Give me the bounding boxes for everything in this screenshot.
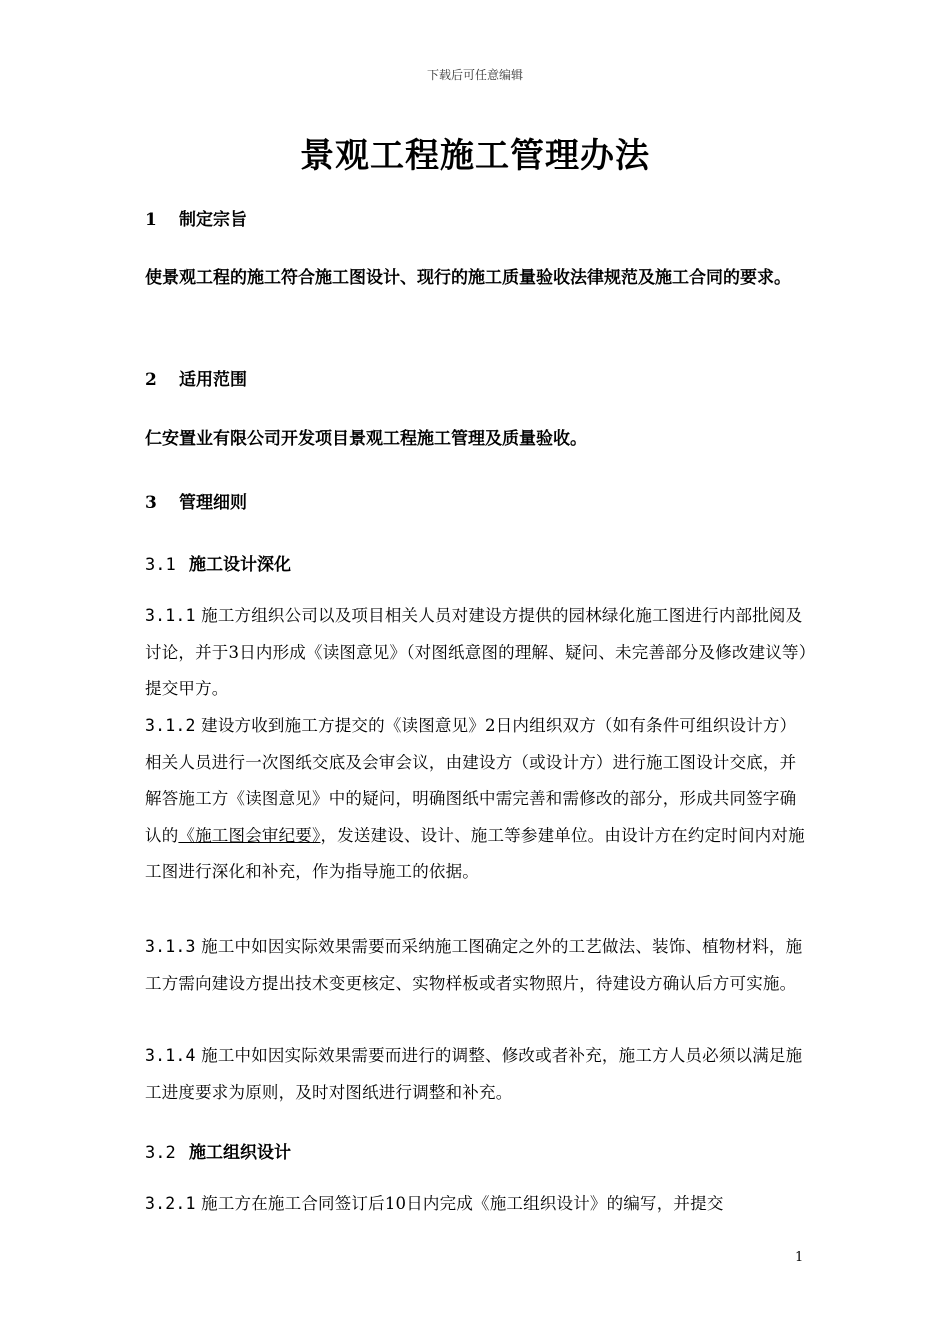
header-note: 下载后可任意编辑 (426, 68, 523, 82)
clause-text: 施工方组织公司以及项目相关人员对建设方提供的园林绿化施工图进行内部批阅及讨论，并于3日内形成《读图意见》（对图纸意图的理解、疑问、未完善部分及修改建议等）提交甲方。 (145, 606, 808, 698)
section-title: 施工组织设计 (189, 1143, 291, 1163)
clause-id: 3.1.3 (145, 937, 196, 956)
section-3-2-heading (145, 1138, 810, 1163)
clause-text: 施工中如因实际效果需要而进行的调整、修改或者补充，施工方人员必须以满足施工进度要求为原则，及时对图纸进行调整和补充。 (145, 1046, 803, 1102)
section-number: 1 (145, 210, 157, 230)
clause-text: 建设方收到施工方提交的《读图意见》2日内组织双方（如有条件可组织设计方）相关人员进行一次图纸交底及会审会议，由建设方（或设计方）进行施工图设计交底，并解答施工方《读图意见》中的疑问，明确图纸中需完善和需修改的部分，形成共同签字确认的 (145, 716, 797, 845)
section-2-heading (145, 365, 810, 390)
paragraph-3-2-1 (145, 1186, 810, 1223)
section-1-heading (145, 205, 810, 230)
section-title: 制定宗旨 (179, 210, 247, 230)
clause-id: 3.1.2 (145, 716, 196, 735)
page-number: 1 (795, 1250, 804, 1265)
clause-text-continued: ，发送建设、设计、施工等参建单位。由设计方在约定时间内对施工图进行深化和补充，作为指导施工的依据。 (145, 825, 805, 881)
clause-text: 施工中如因实际效果需要而采纳施工图确定之外的工艺做法、装饰、植物材料，施工方需向建设方提出技术变更核定、实物样板或者实物照片，待建设方确认后方可实施。 (145, 937, 803, 993)
clause-id: 3.1.1 (145, 606, 196, 625)
paragraph-3-1-1 (145, 598, 810, 708)
section-2-body: 仁安置业有限公司开发项目景观工程施工管理及质量验收。 (145, 429, 587, 449)
section-number: 3 (145, 493, 157, 513)
section-3-1-heading (145, 550, 810, 575)
document-title: 景观工程施工管理办法 (300, 136, 650, 176)
section-title: 管理细则 (179, 493, 247, 513)
paragraph-3-1-4 (145, 1038, 810, 1111)
section-3-heading (145, 488, 810, 513)
section-number: 2 (145, 370, 157, 390)
paragraph-3-1-2 (145, 708, 810, 891)
section-number: 3.1 (145, 555, 176, 575)
paragraph-3-1-3 (145, 929, 810, 1002)
section-title: 施工设计深化 (189, 555, 291, 575)
clause-id: 3.2.1 (145, 1194, 196, 1213)
section-1-body: 使景观工程的施工符合施工图设计、现行的施工质量验收法律规范及施工合同的要求。 (145, 268, 791, 288)
section-title: 适用范围 (179, 370, 247, 390)
clause-text: 施工方在施工合同签订后10日内完成《施工组织设计》的编写，并提交 (201, 1194, 724, 1213)
meeting-minutes-reference: 《施工图会审纪要》 (178, 825, 321, 845)
section-number: 3.2 (145, 1143, 176, 1163)
clause-id: 3.1.4 (145, 1046, 196, 1065)
